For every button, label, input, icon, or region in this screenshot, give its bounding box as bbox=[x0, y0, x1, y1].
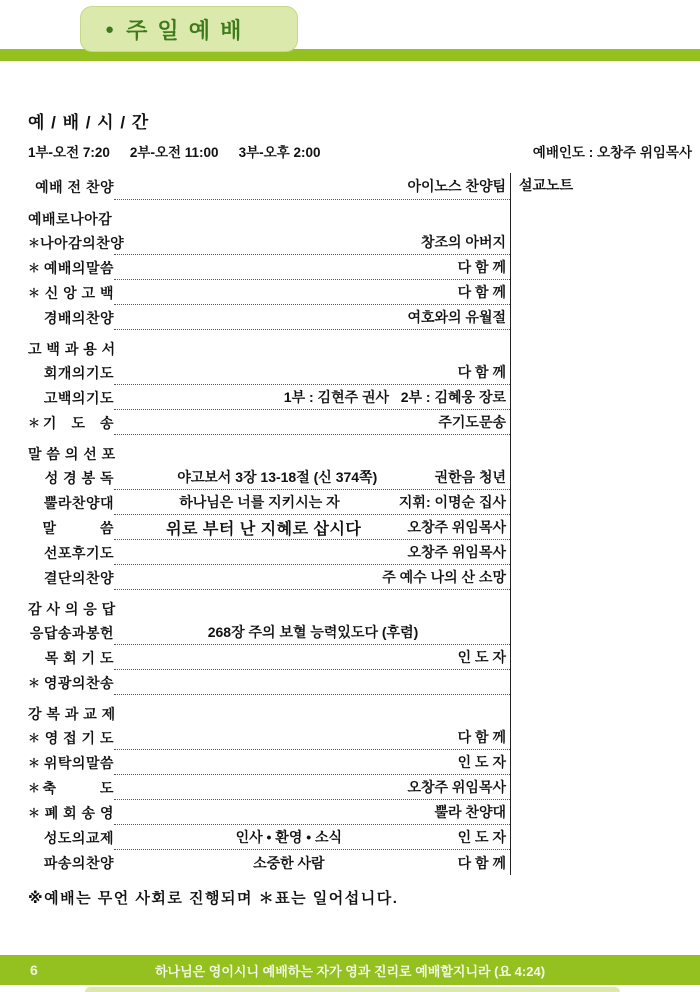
section-label: 예배로나아감 bbox=[28, 211, 113, 227]
section-label: 감 사 의 응 답 bbox=[28, 601, 116, 617]
order-item-row bbox=[28, 490, 510, 515]
item-content: 인사 • 환영 • 소식 bbox=[235, 829, 343, 845]
item-performer: 오창주 위임목사 bbox=[407, 519, 506, 535]
item-performer: 다 함 께 bbox=[457, 364, 506, 380]
order-item-row-sermon bbox=[28, 515, 510, 540]
item-performer: 뿔라 찬양대 bbox=[434, 804, 506, 820]
item-label: 선포후기도 bbox=[43, 544, 114, 561]
item-label: 회개의기도 bbox=[43, 364, 114, 381]
item-performer: 다 함 께 bbox=[457, 854, 506, 871]
order-rows bbox=[28, 173, 510, 875]
item-content: 소중한 사람 bbox=[253, 854, 325, 871]
stand-mark: ＊ bbox=[28, 286, 41, 300]
order-section-row bbox=[28, 590, 510, 620]
bullet-icon: ● bbox=[105, 20, 115, 38]
order-item-row bbox=[28, 173, 510, 200]
item-label: 예배의말씀 bbox=[43, 259, 114, 276]
order-item-row bbox=[28, 800, 510, 825]
order-item-row bbox=[28, 385, 510, 410]
item-label: 영광의찬송 bbox=[43, 674, 114, 691]
item-performer: 다 함 께 bbox=[457, 284, 506, 300]
order-item-row bbox=[28, 305, 510, 330]
item-label: 영 접 기 도 bbox=[44, 729, 114, 746]
stand-mark: ＊ bbox=[28, 731, 41, 745]
item-performer: 1부 : 김현주 권사 2부 : 김혜웅 장로 bbox=[283, 389, 506, 405]
service-time-1: 1부-오전 7:20 bbox=[28, 145, 110, 160]
order-item-row bbox=[28, 750, 510, 775]
section-label: 강 복 과 교 제 bbox=[28, 706, 116, 722]
order-of-service-table bbox=[28, 173, 692, 875]
stand-mark: ＊ bbox=[28, 416, 41, 430]
item-label: 뿔라찬양대 bbox=[43, 494, 114, 511]
order-item-row bbox=[28, 565, 510, 590]
item-label: 기 도 송 bbox=[42, 414, 114, 431]
service-time-3: 3부-오후 2:00 bbox=[238, 145, 321, 160]
order-section-row bbox=[28, 695, 510, 725]
worship-leader: 예배인도 : 오창주 위임목사 bbox=[532, 145, 692, 160]
stand-mark: ＊ bbox=[28, 781, 41, 795]
order-section-row bbox=[28, 435, 510, 465]
footer-bar bbox=[0, 955, 700, 985]
item-label: 고백의기도 bbox=[43, 389, 114, 406]
item-label: 위탁의말씀 bbox=[43, 754, 114, 771]
order-item-row bbox=[28, 230, 510, 255]
item-label: 폐 회 송 영 bbox=[44, 804, 114, 821]
item-performer: 주기도문송 bbox=[438, 414, 506, 430]
item-label: 파송의찬양 bbox=[43, 854, 114, 871]
order-item-row bbox=[28, 825, 510, 850]
item-label: 나아감의찬양 bbox=[40, 234, 125, 251]
item-label: 성도의교제 bbox=[43, 829, 114, 846]
page-title: 주 일 예 배 bbox=[126, 17, 244, 43]
item-label: 경배의찬양 bbox=[43, 309, 114, 326]
order-item-row bbox=[28, 850, 510, 875]
item-performer: 권한음 청년 bbox=[434, 469, 506, 485]
stand-mark: ＊ bbox=[28, 261, 41, 275]
item-performer: 창조의 아버지 bbox=[420, 234, 506, 250]
service-time-2: 2부-오전 11:00 bbox=[129, 145, 219, 160]
stand-mark: ＊ bbox=[28, 676, 41, 690]
stand-mark: ＊ bbox=[28, 806, 41, 820]
stand-mark: ＊ bbox=[28, 236, 41, 250]
order-item-row bbox=[28, 540, 510, 565]
item-content: 야고보서 3장 13-18절 (신 374쪽) bbox=[177, 469, 378, 485]
footer-verse: 하나님은 영이시니 예배하는 자가 영과 진리로 예배할지니라 (요 4:24) bbox=[154, 963, 546, 979]
item-content: 268장 주의 보혈 능력있도다 (후렴) bbox=[207, 624, 419, 640]
stand-mark: ＊ bbox=[28, 756, 41, 770]
item-performer: 다 함 께 bbox=[457, 729, 506, 745]
item-label: 응답송과봉헌 bbox=[29, 624, 114, 641]
order-item-row bbox=[28, 360, 510, 385]
order-item-row bbox=[28, 410, 510, 435]
order-item-row bbox=[28, 775, 510, 800]
service-times bbox=[28, 141, 340, 161]
order-section-row bbox=[28, 200, 510, 230]
order-item-row bbox=[28, 255, 510, 280]
item-performer: 주 예수 나의 산 소망 bbox=[382, 569, 506, 585]
order-item-row bbox=[28, 725, 510, 750]
section-label: 말 씀 의 선 포 bbox=[28, 446, 116, 462]
item-label: 신 앙 고 백 bbox=[44, 284, 114, 301]
sermon-title: 위로 부터 난 지혜로 삽시다 bbox=[166, 520, 362, 538]
worship-time-row bbox=[28, 141, 692, 161]
order-item-row bbox=[28, 280, 510, 305]
item-label: 예배 전 찬양 bbox=[35, 178, 114, 195]
item-label: 축 도 bbox=[42, 779, 114, 796]
sermon-notes-column bbox=[510, 173, 692, 875]
item-performer: 지휘: 이명순 집사 bbox=[398, 494, 506, 510]
section-header-tab bbox=[80, 6, 298, 52]
footnote: ※예배는 무언 사회로 진행되며 ＊표는 일어섭니다. bbox=[28, 890, 399, 907]
item-performer: 여호와의 유월절 bbox=[407, 309, 506, 325]
item-performer: 인 도 자 bbox=[457, 649, 506, 665]
main-content bbox=[28, 108, 692, 908]
item-label: 성 경 봉 독 bbox=[44, 469, 114, 486]
item-label: 말 씀 bbox=[42, 519, 114, 536]
order-item-row bbox=[28, 670, 510, 695]
sermon-notes-label: 설교노트 bbox=[519, 177, 574, 193]
next-section-tab-peek bbox=[85, 987, 620, 992]
item-performer: 인 도 자 bbox=[457, 829, 506, 845]
order-section-row bbox=[28, 330, 510, 360]
item-performer: 오창주 위임목사 bbox=[407, 779, 506, 795]
item-label: 목 회 기 도 bbox=[44, 649, 114, 666]
page-number: 6 bbox=[30, 962, 38, 978]
order-item-row bbox=[28, 620, 510, 645]
item-content: 하나님은 너를 지키시는 자 bbox=[179, 494, 340, 510]
order-item-row bbox=[28, 465, 510, 490]
item-performer: 다 함 께 bbox=[457, 259, 506, 275]
item-performer: 오창주 위임목사 bbox=[407, 544, 506, 560]
item-label: 결단의찬양 bbox=[43, 569, 114, 586]
section-label: 고 백 과 용 서 bbox=[28, 341, 116, 357]
item-performer: 인 도 자 bbox=[457, 754, 506, 770]
worship-time-heading: 예 / 배 / 시 / 간 bbox=[28, 113, 150, 132]
order-item-row bbox=[28, 645, 510, 670]
item-performer: 아이노스 찬양팀 bbox=[407, 178, 506, 194]
